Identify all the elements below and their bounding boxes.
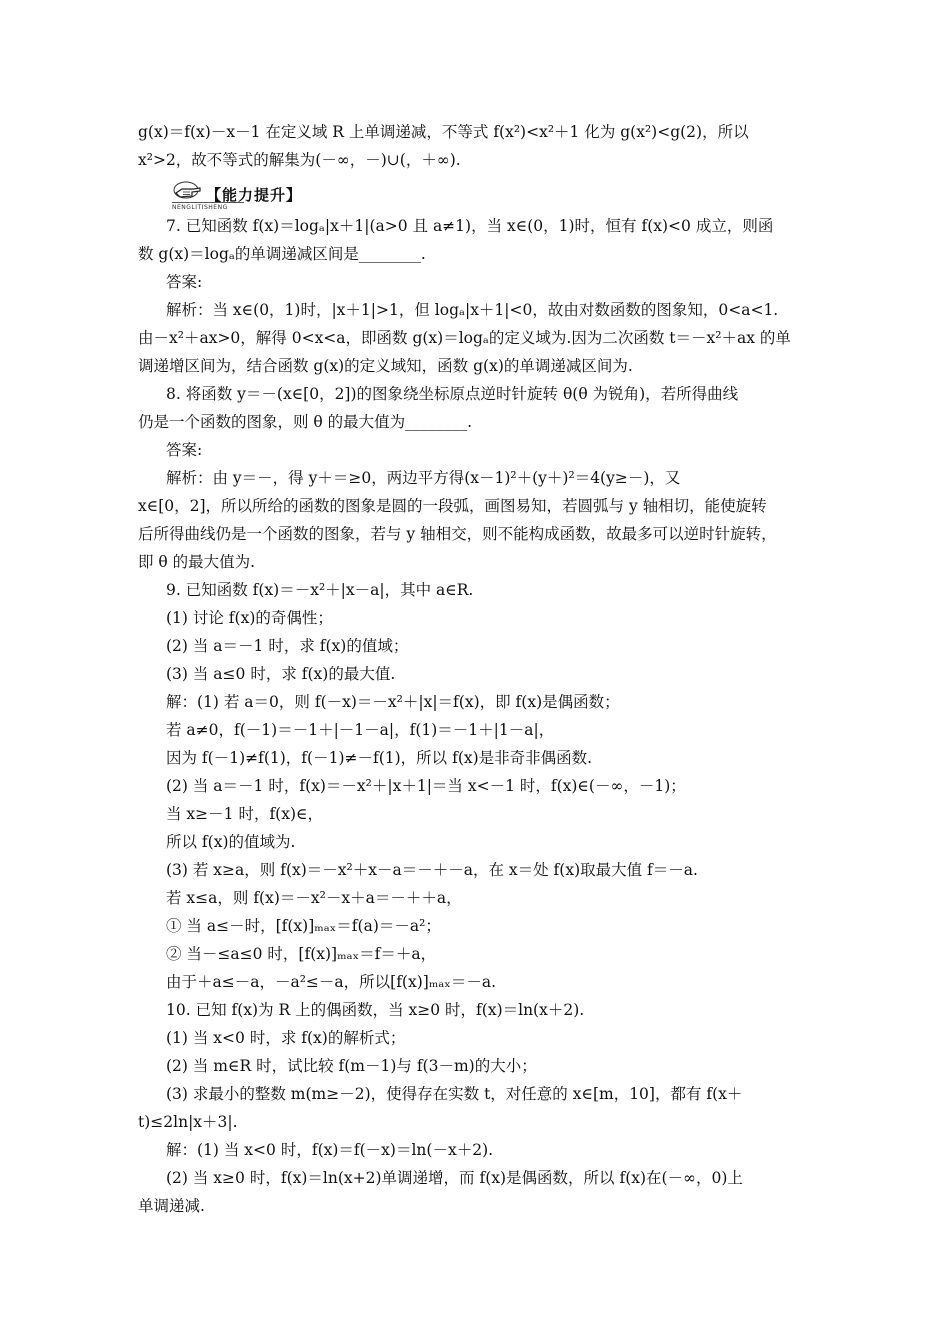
question-8-line: 仍是一个函数的图象，则 θ 的最大值为________. <box>138 413 473 431</box>
solution-line: 解：(1) 当 x<0 时，f(x)＝f(－x)＝ln(－x＋2). <box>166 1141 494 1159</box>
answer-label: 答案: <box>166 441 203 459</box>
solution-line: 单调递减. <box>138 1197 205 1215</box>
question-8-line: 8. 将函数 y＝－(x∈[0，2])的图象绕坐标原点逆时针旋转 θ(θ 为锐角)，若所得曲线 <box>166 385 739 403</box>
answer-label: 答案: <box>166 273 203 291</box>
analysis-line: 由－x²＋ax>0，解得 0<x<a，即函数 g(x)＝logₐ的定义域为.因为二次函数 t＝－x²＋ax 的单 <box>138 329 791 347</box>
solution-line: (3) 若 x≥a，则 f(x)＝－x²＋x－a＝－＋－a，在 x＝处 f(x)取最大值 f＝－a. <box>166 861 698 879</box>
analysis-line: x∈[0，2]，所以所给的函数的图象是圆的一段弧，画图易知，若圆弧与 y 轴相切，能使旋转 <box>138 497 767 515</box>
solution-line: 因为 f(－1)≠f(1)，f(－1)≠－f(1)，所以 f(x)是非奇非偶函数. <box>166 749 593 767</box>
solution-line: (2) 当 x≥0 时，f(x)＝ln(x+2)单调递增，而 f(x)是偶函数，所以 f(x)在(－∞，0)上 <box>166 1169 743 1187</box>
question-10-part: (3) 求最小的整数 m(m≥－2)，使得存在实数 t，对任意的 x∈[m，10]，都有 f(x＋ <box>166 1085 743 1103</box>
analysis-line: 即 θ 的最大值为. <box>138 553 256 571</box>
question-7-line: 数 g(x)＝logₐ的单调递减区间是________. <box>138 245 426 263</box>
analysis-line: 后所得曲线仍是一个函数的图象，若与 y 轴相交，则不能构成函数，故最多可以逆时针旋转， <box>138 525 777 543</box>
text-line: g(x)＝f(x)－x－1 在定义域 R 上单调递减，不等式 f(x²)<x²＋1 化为 g(x²)<g(2)，所以 <box>138 123 749 141</box>
solution-line: 当 x≥－1 时，f(x)∈， <box>166 805 323 823</box>
question-7-line: 7. 已知函数 f(x)＝logₐ|x＋1|(a>0 且 a≠1)，当 x∈(0，1)时，恒有 f(x)<0 成立，则函 <box>166 217 774 235</box>
solution-line: ① 当 a≤－时，[f(x)]ₘₐₓ＝f(a)＝－a²； <box>166 917 441 935</box>
solution-line: 所以 f(x)的值域为. <box>166 833 296 851</box>
question-9-part: (2) 当 a＝－1 时，求 f(x)的值域； <box>166 637 409 655</box>
solution-line: 解：(1) 若 a＝0，则 f(－x)＝－x²＋|x|＝f(x)，即 f(x)是偶函数； <box>166 693 620 711</box>
solution-line: 若 x≤a，则 f(x)＝－x²－x＋a＝－＋＋a， <box>166 889 462 907</box>
question-9-part: (3) 当 a≤0 时，求 f(x)的最大值. <box>166 665 396 683</box>
ability-banner <box>170 178 340 214</box>
solution-line: 若 a≠0，f(－1)＝－1＋|－1－a|，f(1)＝－1＋|1－a|， <box>166 721 555 739</box>
analysis-line: 调递增区间为，结合函数 g(x)的定义域知，函数 g(x)的单调递减区间为. <box>138 357 633 375</box>
solution-line: ② 当－≤a≤0 时，[f(x)]ₘₐₓ＝f＝＋a， <box>166 945 437 963</box>
question-10-line: 10. 已知 f(x)为 R 上的偶函数，当 x≥0 时，f(x)＝ln(x＋2). <box>166 1001 585 1019</box>
question-10-part: (1) 当 x<0 时，求 f(x)的解析式； <box>166 1029 406 1047</box>
solution-line: (2) 当 a＝－1 时，f(x)＝－x²＋|x＋1|＝当 x<－1 时，f(x)∈(－∞，－1)； <box>166 777 686 795</box>
text-line: x²>2，故不等式的解集为(－∞，－)∪(，＋∞). <box>138 151 461 169</box>
question-9-line: 9. 已知函数 f(x)＝－x²＋|x－a|，其中 a∈R. <box>166 581 474 599</box>
analysis-line: 解析：当 x∈(0，1)时，|x＋1|>1，但 logₐ|x＋1|<0，故由对数函数的图象知，0<a<1. <box>166 301 779 319</box>
question-10-part: (2) 当 m∈R 时，试比较 f(m－1)与 f(3－m)的大小； <box>166 1057 537 1075</box>
question-10-part: t)≤2ln|x＋3|. <box>138 1113 238 1131</box>
banner-sublabel: NENGLITISHENG <box>172 202 244 211</box>
pointing-hand-icon <box>172 180 204 202</box>
analysis-line: 解析：由 y＝－，得 y＋＝≥0，两边平方得(x－1)²＋(y＋)²＝4(y≥－)，又 <box>166 469 681 487</box>
banner-label: 【能力提升】 <box>206 186 303 204</box>
solution-line: 由于＋a≤－a，－a²≤－a，所以[f(x)]ₘₐₓ＝－a. <box>166 973 497 991</box>
question-9-part: (1) 讨论 f(x)的奇偶性； <box>166 609 333 627</box>
